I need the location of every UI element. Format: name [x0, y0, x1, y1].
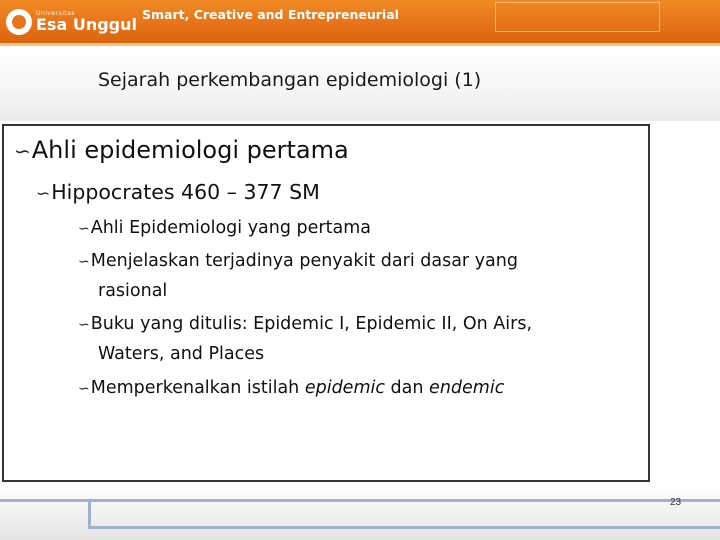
logo-emblem-icon — [6, 9, 32, 35]
bullet-item-text: Ahli Epidemiologi yang pertama — [90, 218, 371, 238]
text-prefix: Memperkenalkan istilah — [90, 378, 305, 398]
fish-bullet-icon: ∽ — [36, 184, 51, 204]
bullet-item-text: Buku yang ditulis: Epidemic I, Epidemic II, On Airs, — [90, 314, 533, 334]
university-logo — [6, 5, 137, 39]
page-number: 23 — [670, 497, 682, 508]
fish-bullet-icon: ∽ — [78, 381, 90, 397]
bullet-item-2 — [78, 251, 518, 271]
footer-frame — [88, 499, 720, 529]
bullet-level2 — [36, 180, 320, 204]
term-endemic: endemic — [429, 378, 505, 398]
bullet-item-text — [91, 378, 505, 398]
bullet-item-4 — [78, 378, 504, 398]
bullet-item-continuation: rasional — [98, 281, 168, 301]
bullet-item-3 — [78, 314, 532, 334]
fish-bullet-icon: ∽ — [14, 139, 31, 163]
text-middle: dan — [384, 378, 430, 398]
bullet-level1-text: Ahli epidemiologi pertama — [31, 136, 349, 164]
bullet-item-1 — [78, 218, 371, 238]
header-banner — [0, 0, 720, 46]
logo-name: Esa Unggul — [36, 15, 137, 34]
bullet-item-text: Menjelaskan terjadinya penyakit dari dasar yang — [90, 251, 518, 271]
tagline: Smart, Creative and Entrepreneurial — [142, 7, 399, 22]
term-epidemic: epidemic — [304, 378, 385, 398]
content-box — [2, 124, 650, 482]
fish-bullet-icon: ∽ — [78, 254, 90, 270]
banner-decor-frame — [495, 2, 660, 32]
fish-bullet-icon: ∽ — [78, 221, 90, 237]
bullet-item-continuation: Waters, and Places — [98, 344, 265, 364]
bullet-level1 — [14, 136, 349, 164]
bullet-level2-text: Hippocrates 460 – 377 SM — [51, 180, 320, 204]
fish-bullet-icon: ∽ — [78, 317, 90, 333]
slide-title: Sejarah perkembangan epidemiologi (1) — [98, 69, 482, 91]
logo-small-text: Universitas — [36, 10, 76, 17]
